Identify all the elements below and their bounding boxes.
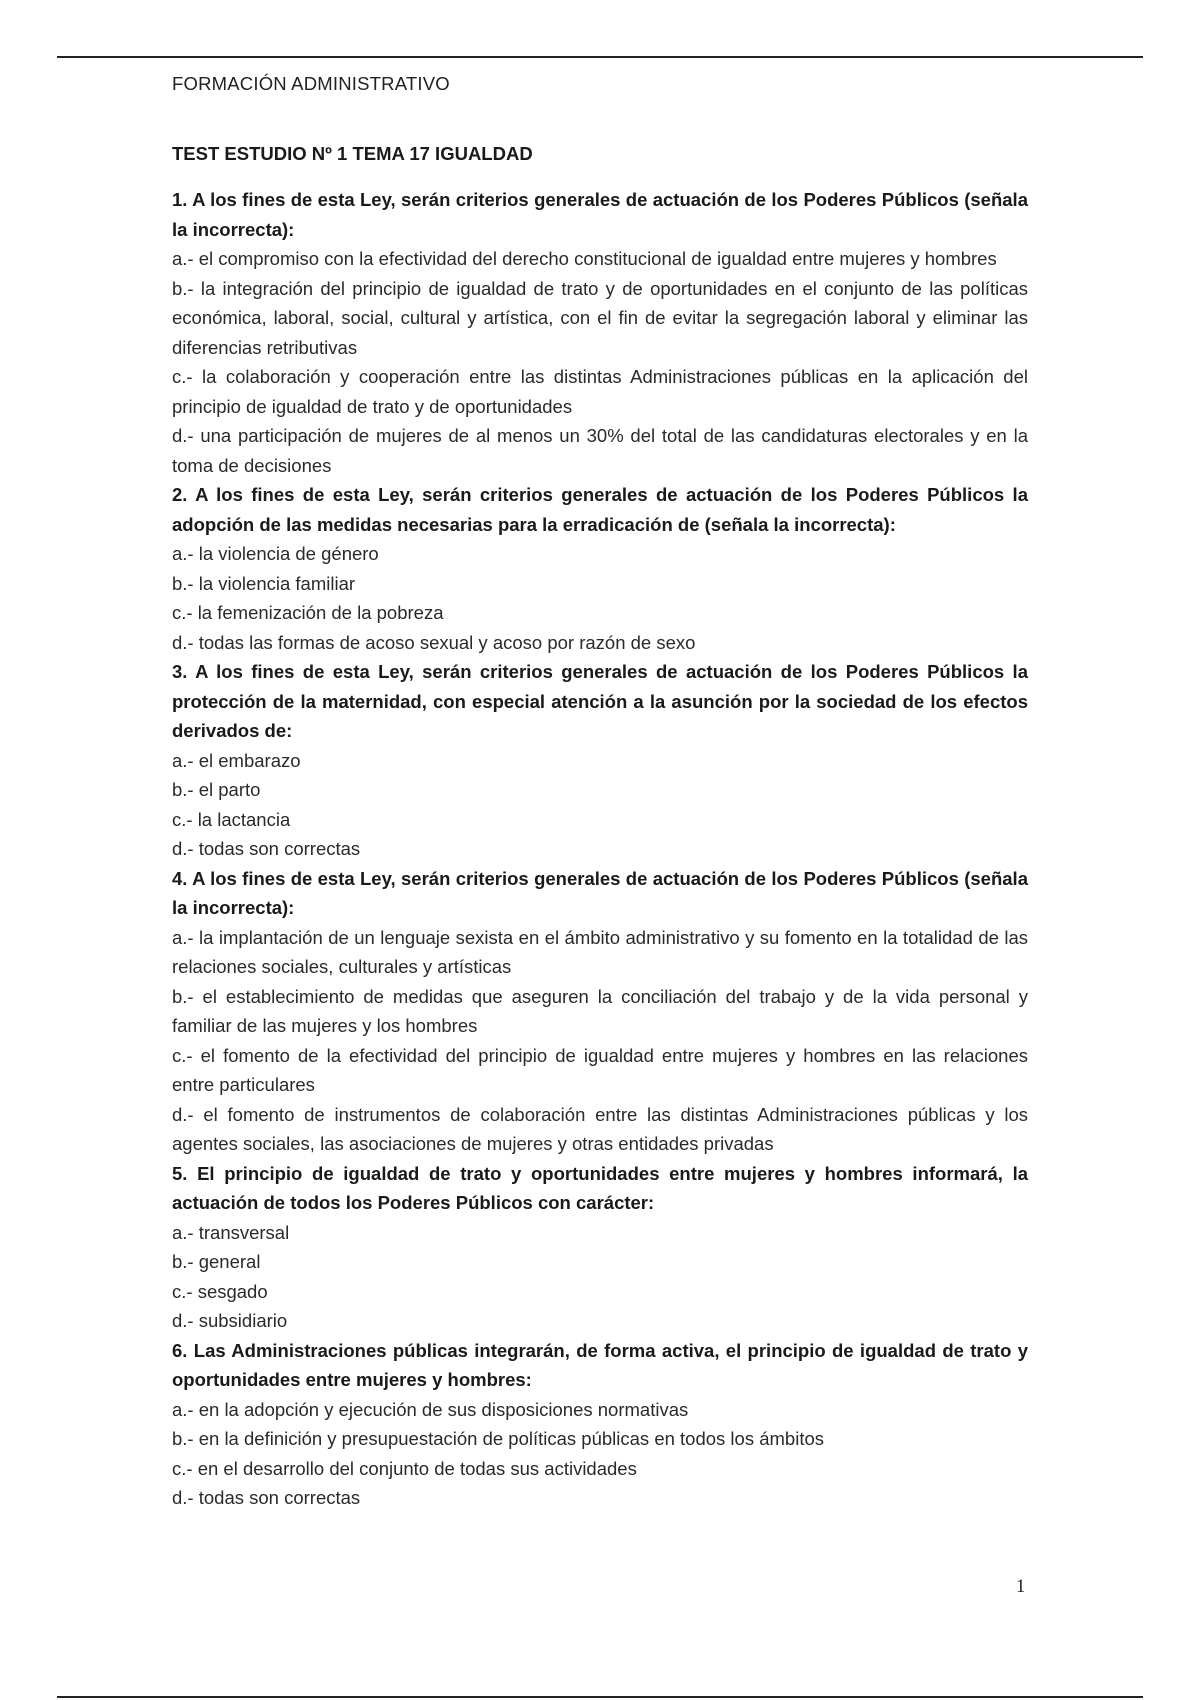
option-a: a.- la implantación de un lenguaje sexista en el ámbito administrativo y su fomento en la totalidad de las relaciones sociales, culturales y artísticas xyxy=(172,926,1028,977)
option-d: d.- todas son correctas xyxy=(172,1487,361,1508)
option-a: a.- el compromiso con la efectividad del derecho constitucional de igualdad entre mujeres y hombres xyxy=(172,248,997,269)
page-content xyxy=(172,70,1028,1513)
option-a: a.- transversal xyxy=(172,1221,290,1243)
question-6 xyxy=(172,1336,1028,1513)
option-b: b.- el parto xyxy=(172,779,261,800)
option-d: d.- una participación de mujeres de al menos un 30% del total de las candidaturas electorales y en la toma de decisiones xyxy=(172,425,1028,476)
option-a: a.- el embarazo xyxy=(172,749,301,771)
question-text: 5. El principio de igualdad de trato y oportunidades entre mujeres y hombres informará, la actuación de todos los Poderes Públicos con carácter: xyxy=(172,1162,1028,1213)
header-rule xyxy=(57,56,1143,58)
options-list xyxy=(172,539,1028,657)
question-5 xyxy=(172,1159,1028,1336)
option-b: b.- en la definición y presupuestación de políticas públicas en todos los ámbitos xyxy=(172,1428,824,1449)
question-text: 2. A los fines de esta Ley, serán criterios generales de actuación de los Poderes Públicos la adopción de las medidas necesarias para la erradicación de (señala la incorrecta): xyxy=(172,484,1028,535)
option-b: b.- la violencia familiar xyxy=(172,572,356,594)
question-text: 3. A los fines de esta Ley, serán criterios generales de actuación de los Poderes Públicos la protección de la maternidad, con especial atención a la asunción por la sociedad de los efectos derivados de: xyxy=(172,661,1028,741)
document-header: FORMACIÓN ADMINISTRATIVO xyxy=(172,73,450,94)
question-1 xyxy=(172,185,1028,480)
option-c: c.- el fomento de la efectividad del principio de igualdad entre mujeres y hombres en las relaciones entre particulares xyxy=(172,1044,1028,1095)
options-list xyxy=(172,746,1028,864)
option-d: d.- todas son correctas xyxy=(172,838,361,859)
option-c: c.- la femenización de la pobreza xyxy=(172,602,444,623)
option-b: b.- general xyxy=(172,1251,261,1272)
question-3 xyxy=(172,657,1028,864)
document-title: TEST ESTUDIO Nº 1 TEMA 17 IGUALDAD xyxy=(172,143,533,164)
options-list xyxy=(172,923,1028,1159)
options-list xyxy=(172,1395,1028,1513)
option-d: d.- el fomento de instrumentos de colaboración entre las distintas Administraciones públicas y los agentes sociales, las asociaciones de mujeres y otras entidades privadas xyxy=(172,1103,1028,1154)
question-text: 1. A los fines de esta Ley, serán criterios generales de actuación de los Poderes Públicos (señala la incorrecta): xyxy=(172,189,1028,240)
option-c: c.- la colaboración y cooperación entre las distintas Administraciones públicas en la aplicación del principio de igualdad de trato y de oportunidades xyxy=(172,366,1028,417)
option-d: d.- todas las formas de acoso sexual y acoso por razón de sexo xyxy=(172,631,696,653)
options-list xyxy=(172,1218,1028,1336)
question-4 xyxy=(172,864,1028,1159)
question-2 xyxy=(172,480,1028,657)
option-c: c.- la lactancia xyxy=(172,808,291,830)
option-b: b.- el establecimiento de medidas que aseguren la conciliación del trabajo y de la vida personal y familiar de las mujeres y los hombres xyxy=(172,985,1028,1036)
option-c: c.- sesgado xyxy=(172,1280,268,1302)
option-a: a.- en la adopción y ejecución de sus disposiciones normativas xyxy=(172,1398,689,1420)
question-text: 4. A los fines de esta Ley, serán criterios generales de actuación de los Poderes Públicos (señala la incorrecta): xyxy=(172,867,1028,918)
options-list xyxy=(172,244,1028,480)
question-text: 6. Las Administraciones públicas integrarán, de forma activa, el principio de igualdad de trato y oportunidades entre mujeres y hombres: xyxy=(172,1339,1028,1390)
option-c: c.- en el desarrollo del conjunto de todas sus actividades xyxy=(172,1457,637,1479)
footer-rule xyxy=(57,1696,1143,1698)
option-d: d.- subsidiario xyxy=(172,1310,288,1331)
option-b: b.- la integración del principio de igualdad de trato y de oportunidades en el conjunto de las políticas económica, laboral, social, cultural y artística, con el fin de evitar la segregación laboral y eliminar las diferencias retributivas xyxy=(172,277,1028,358)
option-a: a.- la violencia de género xyxy=(172,543,379,564)
page-number: 1 xyxy=(1016,1577,1026,1597)
